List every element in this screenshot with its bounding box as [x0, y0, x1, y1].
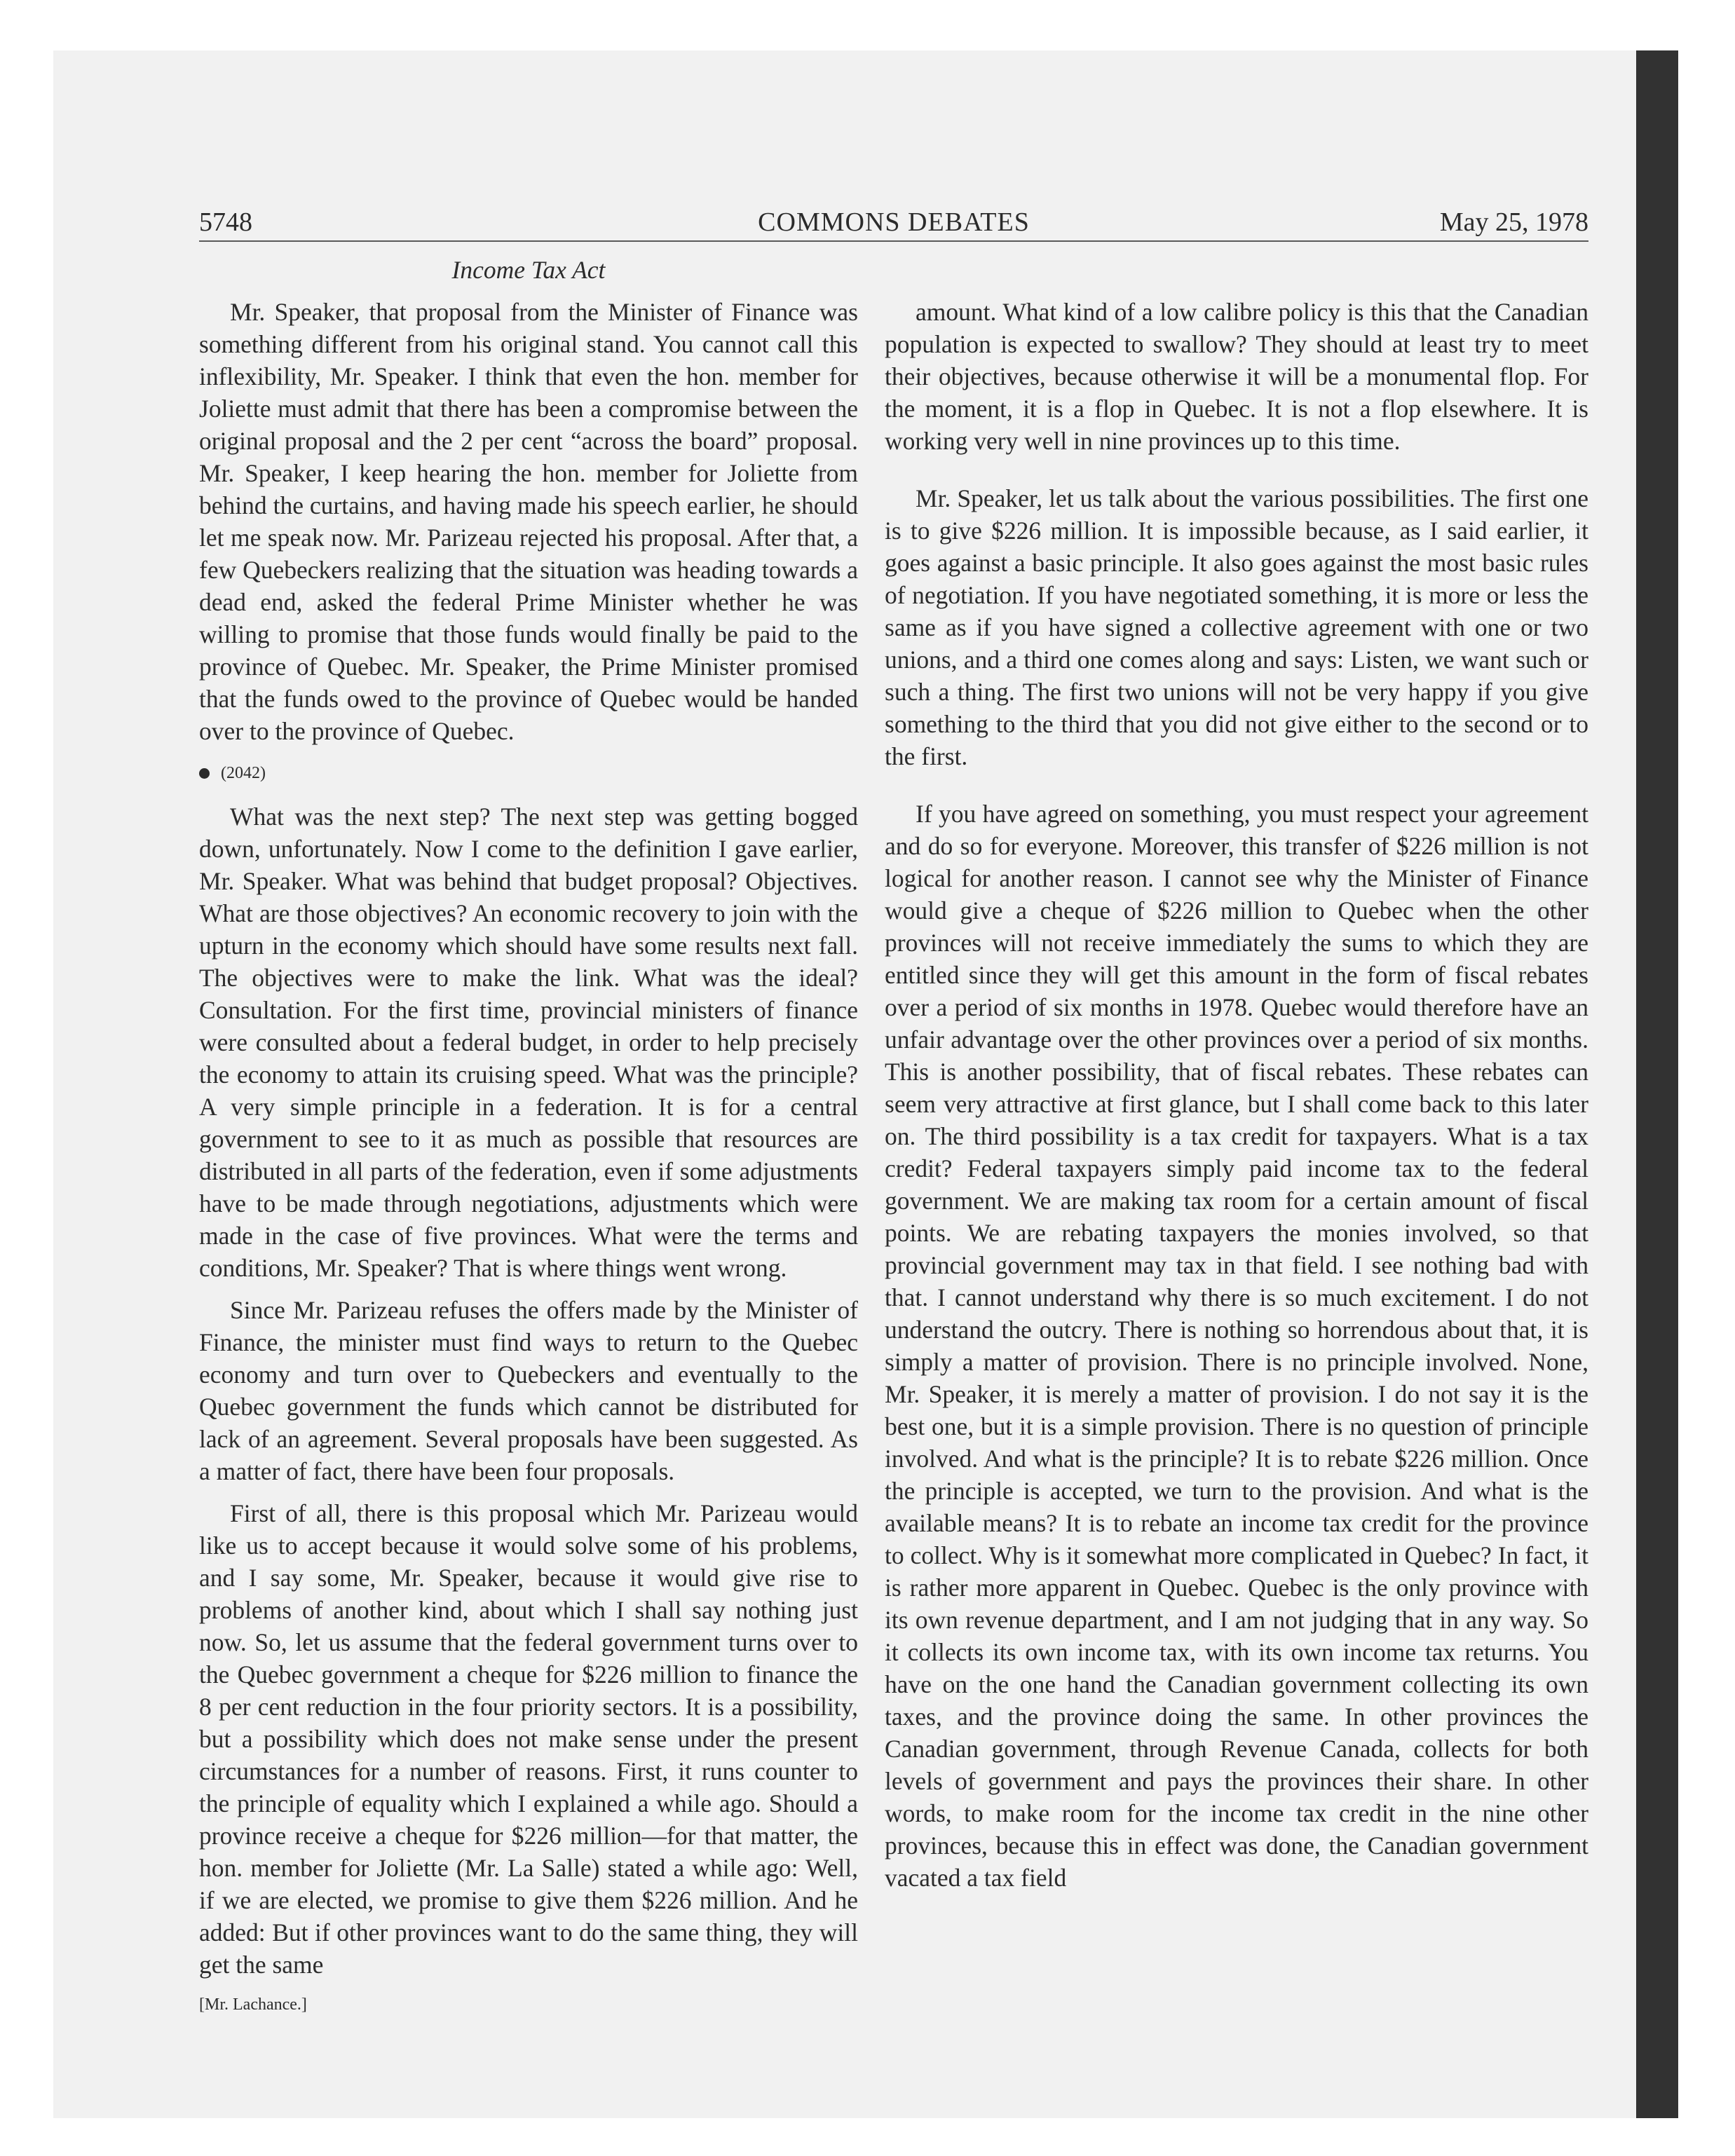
paragraph: If you have agreed on something, you must respect your agreement and do so for everyone. Moreover, this transfer of $226 million is not logical for another reason. I cannot see why the Minister of Finance would give a cheque of $226 million to Quebec when the other provinces will not receive immediately the sums to which they are entitled since they will get this amount in the form of fiscal rebates over a period of six months in 1978. Quebec would therefore have an unfair advantage over the other provinces over a period of six months. This is another possibility, that of fiscal rebates. These rebates can seem very attractive at first glance, but I shall come back to this later on. The third possibility is a tax credit for taxpayers. What is a tax credit? Federal taxpayers simply paid income tax to the federal government. We are making tax room for a certain amount of fiscal points. We are rebating taxpayers the monies involved, so that provincial government may tax in that field. I see nothing bad with that. I cannot understand why there is so much excitement. I do not understand the outcry. There is nothing so horrendous about that, it is simply a matter of provision. There is no principle involved. None, Mr. Speaker, it is merely a matter of provision. I do not say it is the best one, but it is a simple provision. There is no question of principle involved. And what is the principle? It is to rebate $226 million. Once the principle is accepted, we turn to the provision. And what is the available means? It is to rebate an income tax credit for the province to collect. Why is it somewhat more complicated in Quebec? In fact, it is rather more apparent in Quebec. Quebec is the only province with its own revenue department, and I am not judging that in any way. So it collects its own income tax, with its own income tax returns. You have on the one hand the Canadian government collecting its own taxes, and the province doing the same. In other provinces the Canadian government, through Revenue Canada, collects for both levels of government and pays the provinces their share. In other words, to make room for the income tax credit in the nine other provinces, because this in effect was done, the Canadian government vacated a tax field [885, 800, 1588, 1892]
time-marker-text: (2042) [221, 764, 266, 782]
paragraph: Mr. Speaker, that proposal from the Minister of Finance was something different from his original stand. You cannot call this inflexibility, Mr. Speaker. I think that even the hon. member for Joliette must admit that there has been a compromise between the original proposal and the 2 per cent “across the board” proposal. Mr. Speaker, I keep hearing the hon. member for Joliette from behind the curtains, and having made his speech earlier, he should let me speak now. Mr. Parizeau rejected his proposal. After that, a few Quebeckers realizing that the situation was heading towards a dead end, asked the federal Prime Minister whether he was willing to promise that those funds would finally be paid to the province of Quebec. Mr. Speaker, the Prime Minister promised that the funds owed to the province of Quebec would be handed over to the province of Quebec. [199, 298, 858, 745]
scan-dark-edge [1636, 50, 1678, 2118]
paragraph: What was the next step? The next step was getting bogged down, unfortunately. Now I come to the definition I gave earlier, Mr. Speaker. What was behind that budget proposal? Objectives. What are those objectives? An economic recovery to join with the upturn in the economy which should have some results next fall. The objectives were to make the link. What was the ideal? Consultation. For the first time, provincial ministers of finance were consulted about a federal budget, in order to help precisely the economy to attain its cruising speed. What was the principle? A very simple principle in a federation. It is for a central government to see to it as much as possible that resources are distributed in all parts of the federation, even if some adjustments have to be made through negotiations, adjustments which were made in the case of five provinces. What were the terms and conditions, Mr. Speaker? That is where things went wrong. [199, 803, 858, 1282]
paragraph: Since Mr. Parizeau refuses the offers made by the Minister of Finance, the minister must find ways to return to the Quebec economy and turn over to Quebeckers and eventually to the Quebec government the funds which cannot be distributed for lack of an agreement. Several proposals have been suggested. As a matter of fact, there have been four proposals. [199, 1296, 858, 1485]
paragraph: Mr. Speaker, let us talk about the various possibilities. The first one is to give $226 million. It is impossible because, as I said earlier, it goes against a basic principle. It also goes against the most basic rules of negotiation. If you have negotiated something, it is more or less the same as if you have signed a collective agreement with one or two unions, and a third one comes along and says: Listen, we want such or such a thing. The first two unions will not be very happy if you give something to the third that you did not give either to the second or to the first. [885, 484, 1588, 770]
left-column [199, 254, 858, 2019]
running-title: Income Tax Act [451, 256, 606, 284]
publication-date: May 25, 1978 [1439, 207, 1588, 237]
time-marker [199, 757, 858, 789]
speaker-attribution: [Mr. Lachance.] [199, 1995, 307, 2014]
header-rule [199, 240, 1588, 242]
paragraph: amount. What kind of a low calibre policy is this that the Canadian population is expected to swallow? They should at least try to meet their objectives, because otherwise it will be a monumental flop. For the moment, it is a flop in Quebec. It is not a flop elsewhere. It is working very well in nine provinces up to this time. [885, 298, 1588, 455]
page-header [199, 205, 1588, 240]
bullet-icon [199, 768, 210, 779]
paragraph: First of all, there is this proposal which Mr. Parizeau would like us to accept because it would solve some of his problems, and I say some, Mr. Speaker, because it would give rise to problems of another kind, about which I shall say nothing just now. So, let us assume that the federal government turns over to the Quebec government a cheque for $226 million to finance the 8 per cent reduction in the four priority sectors. It is a possibility, but a possibility which does not make sense under the present circumstances for a number of reasons. First, it runs counter to the principle of equality which I explained a while ago. Should a province receive a cheque for $226 million—for that matter, the hon. member for Joliette (Mr. La Salle) stated a while ago: Well, if we are elected, we promise to give them $226 million. And he added: But if other provinces want to do the same thing, they will get the same [199, 1499, 858, 1979]
publication-title: COMMONS DEBATES [758, 207, 1030, 237]
right-column [885, 296, 1588, 1904]
page-number: 5748 [199, 207, 252, 237]
